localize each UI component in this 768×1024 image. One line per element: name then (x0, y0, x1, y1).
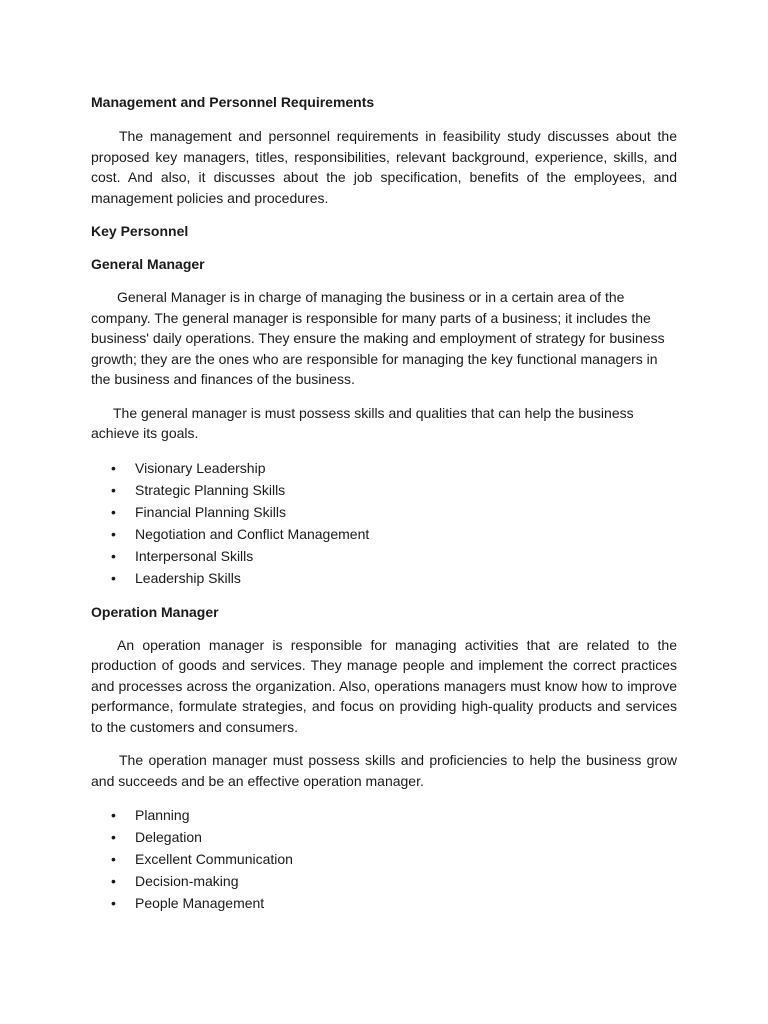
operation-manager-paragraph-1: An operation manager is responsible for managing activities that are related to the production of goods and services. They manage people and implement the correct practices and processes across the organization. Also, operations managers must know how to improve performance, formulate strategies, and focus on providing high-quality products and services to the customers and consumers. (91, 636, 677, 735)
list-item (91, 457, 677, 479)
list-item-text: Negotiation and Conflict Management (135, 525, 370, 542)
list-item-text: Planning (135, 807, 190, 823)
key-personnel-heading: Key Personnel (91, 223, 189, 239)
document-page (91, 92, 677, 914)
list-item (91, 501, 677, 523)
list-item-text: Strategic Planning Skills (135, 481, 286, 498)
bullet-icon: • (111, 481, 116, 498)
operation-manager-heading: Operation Manager (91, 603, 219, 620)
general-manager-paragraph-1: General Manager is in charge of managing the business or in a certain area of the company. The general manager is responsible for many parts of a business; it includes the business' daily operations. They ensure the making and employment of strategy for business growth; they are the ones who are responsible for managing the key functional managers in the business and finances of the business. (91, 289, 665, 387)
list-item-text: Interpersonal Skills (135, 547, 254, 564)
list-item (91, 479, 677, 501)
list-item (91, 523, 677, 545)
list-item (91, 892, 677, 914)
bullet-icon: • (111, 829, 116, 845)
bullet-icon: • (111, 525, 116, 542)
bullet-icon: • (111, 807, 116, 823)
bullet-icon: • (111, 503, 116, 520)
general-manager-skills-list (91, 457, 677, 589)
operation-manager-skills-list (91, 804, 677, 914)
general-manager-heading: General Manager (91, 256, 205, 272)
intro-paragraph: The management and personnel requirements in feasibility study discusses about the proposed key managers, titles, responsibilities, relevant background, experience, skills, and cost. And also, it discusses about the job specification, benefits of the employees, and management policies and procedures. (91, 128, 677, 206)
list-item (91, 848, 677, 870)
list-item-text: Visionary Leadership (135, 459, 266, 476)
list-item-text: People Management (135, 895, 265, 911)
list-item-text: Decision-making (135, 873, 239, 889)
document-title: Management and Personnel Requirements (91, 94, 375, 110)
general-manager-paragraph-2: The general manager is must possess skills and qualities that can help the business achieve its goals. (91, 404, 634, 441)
operation-manager-paragraph-2: The operation manager must possess skills and proficiencies to help the business grow and succeeds and be an effective operation manager. (91, 752, 677, 789)
list-item (91, 870, 677, 892)
bullet-icon: • (111, 547, 116, 564)
bullet-icon: • (111, 851, 116, 867)
bullet-icon: • (111, 459, 116, 476)
list-item-text: Excellent Communication (135, 851, 293, 867)
bullet-icon: • (111, 895, 116, 911)
bullet-icon: • (111, 569, 116, 586)
list-item (91, 826, 677, 848)
list-item (91, 804, 677, 826)
list-item-text: Leadership Skills (135, 569, 241, 586)
list-item (91, 567, 677, 589)
bullet-icon: • (111, 873, 116, 889)
list-item (91, 545, 677, 567)
list-item-text: Delegation (135, 829, 202, 845)
list-item-text: Financial Planning Skills (135, 503, 286, 520)
